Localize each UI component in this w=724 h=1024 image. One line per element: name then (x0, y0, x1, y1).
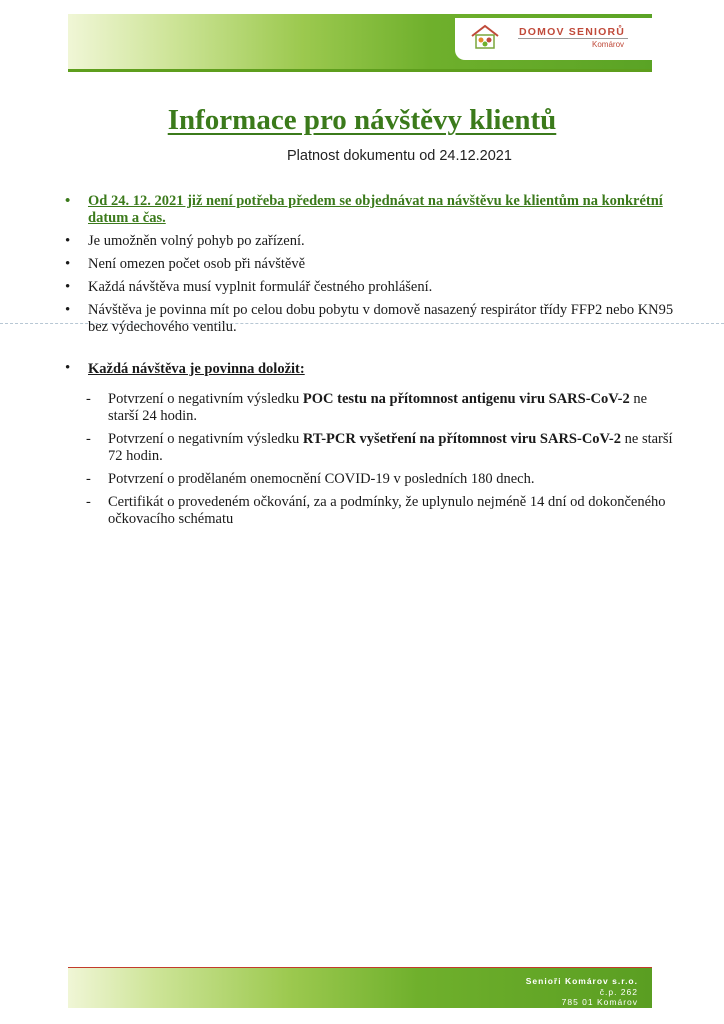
section-heading: Každá návštěva je povinna doložit: (88, 361, 305, 377)
requirement-bold: RT-PCR vyšetření na přítomnost viru SARS-CoV-2 (302, 431, 622, 447)
requirement-text: Certifikát o provedeném očkování, za a podmínky, že uplynulo nejméně 14 dní od dokončeného očkovacího schématu (108, 494, 666, 527)
logo-subtitle: Komárov (592, 40, 625, 49)
logo-rule (518, 38, 628, 39)
address-line: 785 01 Komárov (561, 997, 638, 1007)
logo-title: DOMOV SENIORŮ (519, 26, 626, 38)
requirements-list (108, 391, 678, 534)
requirement-text: ne starší 24 hodin. (108, 391, 648, 424)
company-name: Senioři Komárov s.r.o. (525, 976, 638, 986)
requirement-text: Potvrzení o negativním výsledku (108, 431, 303, 447)
requirement-bold: POC testu na přítomnost antigenu viru SARS-CoV-2 (302, 391, 630, 407)
list-item (108, 471, 678, 488)
header-divider (68, 69, 652, 72)
list-item (108, 391, 678, 425)
list-item: • Návštěva je povinna mít po celou dobu pobytu v domově nasazený respirátor třídy FFP2 nebo KN95 bez výdechového ventilu. (88, 302, 680, 336)
requirement-text: Potvrzení o prodělaném onemocnění COVID-19 v posledních 180 dnech. (108, 471, 535, 487)
list-item: • Je umožněn volný pohyb po zařízení. (88, 233, 680, 250)
validity-date: Platnost dokumentu od 24.12.2021 (287, 148, 512, 164)
rules-list (88, 193, 680, 342)
address-line: č.p. 262 (599, 986, 638, 997)
fold-line (0, 323, 724, 324)
list-item (108, 431, 678, 465)
requirement-text: Potvrzení o negativním výsledku (108, 391, 303, 407)
list-item: • Od 24. 12. 2021 již není potřeba předem se objednávat na návštěvu ke klientům na konkrétní datum a čas. (88, 193, 680, 227)
list-item (108, 494, 678, 528)
house-logo-icon (470, 24, 500, 50)
bullet-icon: • (65, 360, 71, 376)
list-item: • Není omezen počet osob při návštěvě (88, 256, 680, 273)
requirement-text: ne starší 72 hodin. (108, 431, 673, 464)
footer-address (526, 976, 638, 1008)
list-item: • Každá návštěva musí vyplnit formulář čestného prohlášení. (88, 279, 680, 296)
page-title: Informace pro návštěvy klientů (167, 104, 557, 136)
